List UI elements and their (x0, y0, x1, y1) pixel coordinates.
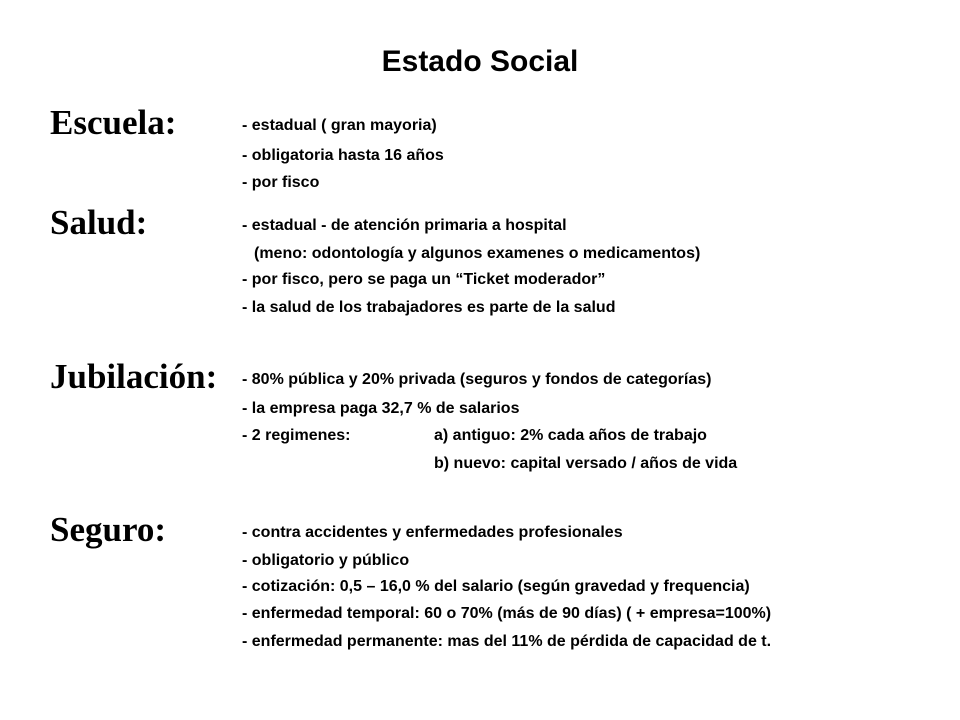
jubilacion-regimen-a: a) antiguo: 2% cada años de trabajo (434, 427, 707, 444)
jubilacion-line-3: - 2 regimenes: (242, 427, 351, 444)
escuela-line-1: - estadual ( gran mayoria) (242, 117, 437, 134)
heading-salud: Salud: (50, 203, 148, 242)
seguro-line-2: - obligatorio y público (242, 552, 410, 569)
seguro-line-3: - cotización: 0,5 – 16,0 % del salario (según gravedad y frequencia) (242, 578, 750, 595)
seguro-line-1: - contra accidentes y enfermedades profesionales (242, 524, 623, 541)
escuela-line-2: - obligatoria hasta 16 años (242, 147, 444, 164)
page-title: Estado Social (381, 45, 579, 78)
salud-line-4: - la salud de los trabajadores es parte de la salud (242, 299, 616, 316)
heading-jubilacion: Jubilación: (50, 357, 218, 396)
seguro-line-5: - enfermedad permanente: mas del 11% de pérdida de capacidad de t. (242, 633, 772, 650)
escuela-line-3: - por fisco (242, 174, 320, 191)
jubilacion-line-1: - 80% pública y 20% privada (seguros y fondos de categorías) (242, 371, 712, 388)
salud-line-2: (meno: odontología y algunos examenes o medicamentos) (254, 245, 701, 262)
heading-escuela: Escuela: (50, 103, 177, 142)
salud-line-3: - por fisco, pero se paga un “Ticket moderador” (242, 271, 606, 288)
salud-line-1: - estadual - de atención primaria a hospital (242, 217, 567, 234)
seguro-line-4: - enfermedad temporal: 60 o 70% (más de 90 días) ( + empresa=100%) (242, 605, 772, 622)
jubilacion-regimen-b: b) nuevo: capital versado / años de vida (434, 455, 738, 472)
heading-seguro: Seguro: (50, 510, 167, 549)
jubilacion-line-2: - la empresa paga 32,7 % de salarios (242, 400, 520, 417)
